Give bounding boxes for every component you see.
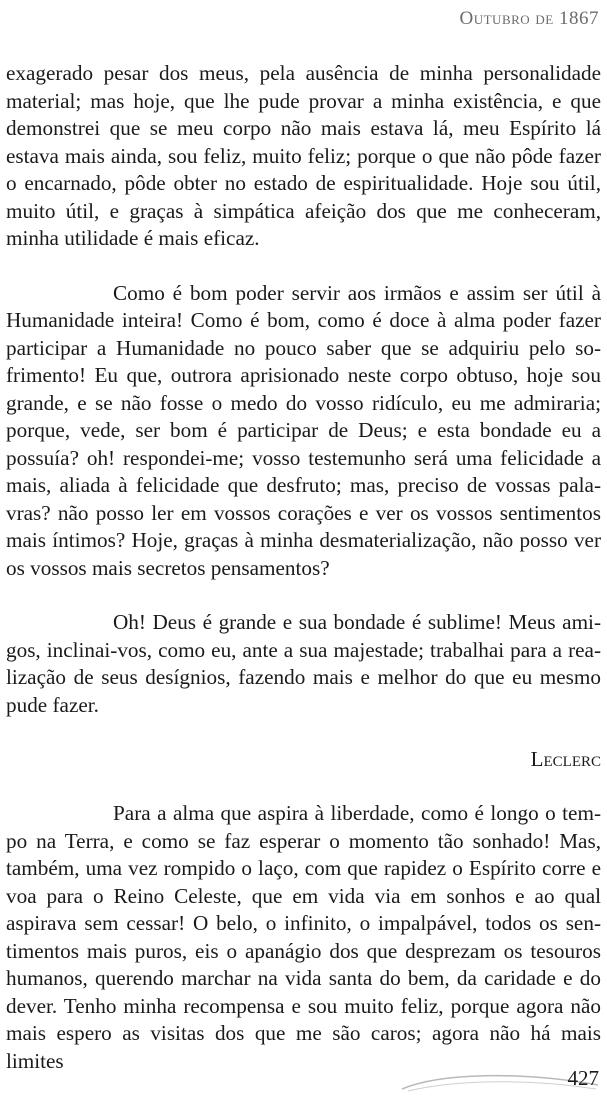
paragraph-gap (6, 253, 601, 280)
paragraph-4: Para a alma que aspira à liberdade, como é longo o tempo na Terra, e como se faz esperar o momento tão sonhado! Mas, também, uma vez rompido o laço, com que rapidez o Espírito corre e voa para o Reino Celeste, que em vida via em sonhos e ao qual aspirava sem cessar! O belo, o infinito, o impalpável, todos os sentimentos mais puros, eis o apanágio dos que desprezam os tesouros humanos, querendo marchar na vida santa do bem, da caridade e do dever. Tenho minha recompensa e sou muito feliz, porque agora não mais espero as visitas dos que me são caros; agora não há mais limites (6, 801, 601, 1073)
paragraph-1: exagerado pesar dos meus, pela ausência de minha personalidade material; mas hoje, que lhe pude provar a minha existência, e que demonstrei que se meu corpo não mais estava lá, meu Espírito lá estava mais ainda, sou feliz, muito feliz; porque o que não pôde fazer o encarnado, pôde obter no estado de espiritualidade. Hoje sou útil, muito útil, e graças à simpática afeição dos que me conheceram, minha utilidade é mais eficaz. (6, 61, 601, 250)
paragraph-gap (6, 773, 601, 800)
page-number: 427 (567, 1066, 599, 1090)
paragraph-3: Oh! Deus é grande e sua bondade é sublime! Meus amigos, inclinai-vos, como eu, ante a sua majestade; trabalhai para a realização de seus desígnios, fazendo mais e melhor do que eu mesmo pude fazer. (6, 610, 601, 717)
paragraph-gap (6, 719, 601, 746)
page-body (6, 60, 601, 1075)
paragraph-gap (6, 582, 601, 609)
page-footer (0, 1061, 607, 1101)
paragraph-2: Como é bom poder servir aos irmãos e assim ser útil à Humanidade inteira! Como é bom, como é doce à alma poder fazer participar a Humanidade no pouco saber que se adquiriu pelo sofrimento! Eu que, outrora aprisionado neste corpo obtuso, hoje sou grande, e se não fosse o medo do vosso ridículo, eu me admiraria; porque, vede, ser bom é participar de Deus; e esta bondade eu a possuía? oh! respondei-me; vosso testemunho será uma felicidade a mais, aliada à felicidade que desfruto; mas, preciso de vossas palavras? não posso ler em vossos corações e ver os vossos sentimentos mais íntimos? Hoje, graças à minha desmaterialização, não posso ver os vossos mais secretos pensamentos? (6, 280, 601, 580)
signature: Leclerc (530, 747, 601, 771)
running-header: Outubro de 1867 (459, 8, 599, 29)
